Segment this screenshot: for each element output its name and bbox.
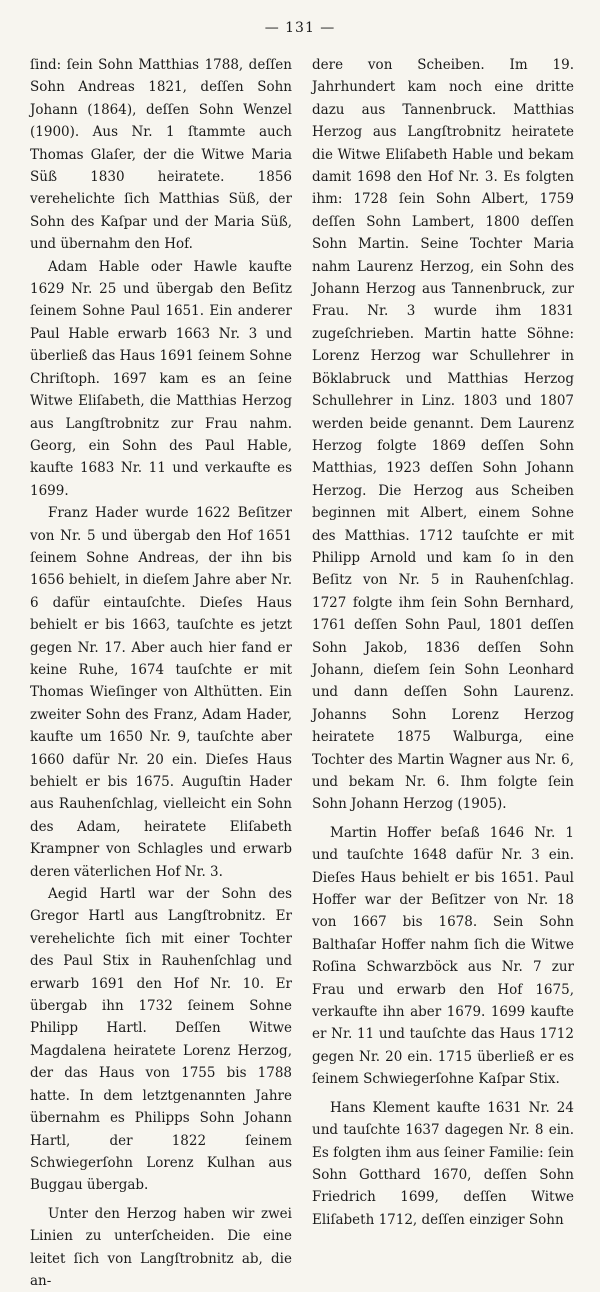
paragraph-suess: ſind: ſein Sohn Matthias 1788, deſſen Sohn Andreas 1821, deſſen Sohn Johann (1864), deſſen Sohn Wenzel (1900). Aus Nr. 1 ſtammte auch Thomas Glaſer, der die Witwe Maria Süß 1830 heiratete. 1856 verehelichte ſich Matthias Süß, der Sohn des Kaſpar und der Maria Süß, und übernahm den Hof. [30,57,292,253]
paragraph-hartl: Aegid Hartl war der Sohn des Gregor Hartl aus Langſtrobnitz. Er verehelichte ſich mit einer Tochter des Paul Stix in Rauhenſchlag und erwarb 1691 den Hof Nr. 10. Er übergab ihn 1732 ſeinem Sohne Philipp Hartl. Deſſen Witwe Magdalena heiratete Lorenz Herzog, der das Haus von 1755 bis 1788 hatte. In dem letztgenannten Jahre übernahm es Philipps Sohn Johann Hartl, der 1822 ſeinem Schwiegerſohn Lorenz Kulhan aus Buggau übergab. [30,886,292,1194]
left-column [30,54,292,1292]
paragraph-herzog: dere von Scheiben. Im 19. Jahrhundert kam noch eine dritte dazu aus Tannenbruck. Matthias Herzog aus Langſtrobnitz heiratete die Witwe Eliſabeth Hable und bekam damit 1698 den Hof Nr. 3. Es folgten ihm: 1728 ſein Sohn Albert, 1759 deſſen Sohn Lambert, 1800 deſſen Sohn Martin. Seine Tochter Maria nahm Laurenz Herzog, ein Sohn des Johann Herzog aus Tannenbruck, zur Frau. Nr. 3 wurde ihm 1831 zugeſchrieben. Martin hatte Söhne: Lorenz Herzog war Schullehrer in Böklabruck und Matthias Herzog Schullehrer in Linz. 1803 und 1807 werden beide genannt. Dem Laurenz Herzog folgte 1869 deſſen Sohn Matthias, 1923 deſſen Sohn Johann Herzog. Die Herzog aus Scheiben beginnen mit Albert, einem Sohne des Matthias. 1712 tauſchte er mit Philipp Arnold und kam ſo in den Beſitz von Nr. 5 in Rauhenſchlag. 1727 folgte ihm ſein Sohn Bernhard, 1761 deſſen Sohn Paul, 1801 deſſen Sohn Jakob, 1836 deſſen Sohn Johann, dieſem ſein Sohn Leonhard und dann deſſen Sohn Laurenz. Johanns Sohn Lorenz Herzog heiratete 1875 Walburga, eine Tochter des Martin Wagner aus Nr. 6, und bekam Nr. 6. Ihm folgte ſein Sohn Johann Herzog (1905). [312,57,574,813]
paragraph-hader: Franz Hader wurde 1622 Beſitzer von Nr. 5 und übergab den Hof 1651 ſeinem Sohne Andreas, der ihn bis 1656 behielt, in dieſem Jahre aber Nr. 6 dafür eintauſchte. Dieſes Haus behielt er bis 1663, tauſchte es jetzt gegen Nr. 17. Aber auch hier fand er keine Ruhe, 1674 tauſchte er mit Thomas Wieſinger von Althütten. Ein zweiter Sohn des Franz, Adam Hader, kaufte um 1650 Nr. 9, tauſchte aber 1660 dafür Nr. 20 ein. Dieſes Haus behielt er bis 1675. Auguſtin Hader aus Rauhenſchlag, vielleicht ein Sohn des Adam, heiratete Eliſabeth Krampner von Schlagles und erwarb deren väterlichen Hof Nr. 3. [30,505,292,880]
paragraph-herzog-intro: Unter den Herzog haben wir zwei Linien zu unterſcheiden. Die eine leitet ſich von Langſtrobnitz ab, die an- [30,1205,292,1289]
paragraph-hable: Adam Hable oder Hawle kaufte 1629 Nr. 25 und übergab den Beſitz ſeinem Sohne Paul 1651. Ein anderer Paul Hable erwarb 1663 Nr. 3 und überließ das Haus 1691 ſeinem Sohne Chriſtoph. 1697 kam es an ſeine Witwe Eliſabeth, die Matthias Herzog aus Langſtrobnitz zur Frau nahm. Georg, ein Sohn des Paul Hable, kaufte 1683 Nr. 11 und verkaufte es 1699. [30,258,292,499]
page-number: — 131 — [264,20,336,36]
paragraph-hoffer: Martin Hoffer beſaß 1646 Nr. 1 und tauſchte 1648 dafür Nr. 3 ein. Dieſes Haus behielt er bis 1651. Paul Hoffer war der Beſitzer von Nr. 18 von 1667 bis 1678. Sein Sohn Balthaſar Hoffer nahm ſich die Witwe Roſina Schwarzböck aus Nr. 7 zur Frau und erwarb den Hof 1675, verkaufte ihn aber 1679. 1699 kaufte er Nr. 11 und tauſchte das Haus 1712 gegen Nr. 20 ein. 1715 überließ er es ſeinem Schwiegerſohne Kaſpar Stix. [312,824,574,1088]
paragraph-klement: Hans Klement kaufte 1631 Nr. 24 und tauſchte 1637 dagegen Nr. 8 ein. Es folgten ihm aus ſeiner Familie: ſein Sohn Gotthard 1670, deſſen Sohn Friedrich 1699, deſſen Witwe Eliſabeth 1712, deſſen einziger Sohn [312,1099,574,1228]
right-column [312,54,574,1231]
